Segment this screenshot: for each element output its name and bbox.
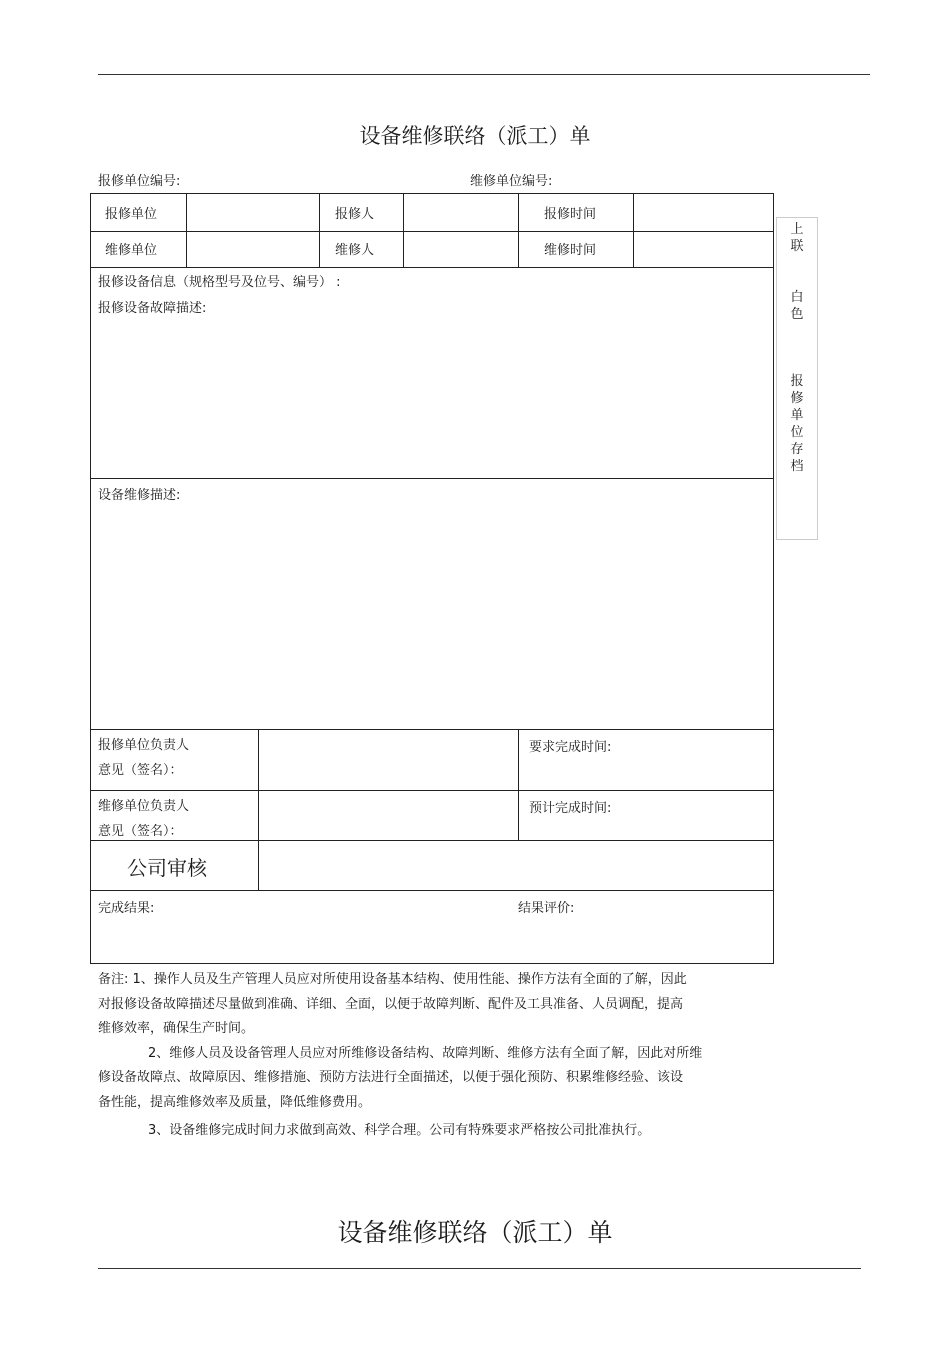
grid-line [518, 729, 519, 840]
remark-2-line2: 修设备故障点、故障原因、维修措施、预防方法进行全面描述，以便于强化预防、积累维修经验、该设 [98, 1070, 684, 1085]
remark-2-line1: 2、维修人员及设备管理人员应对所维修设备结构、故障判断、维修方法有全面了解，因此对所维 [148, 1045, 703, 1061]
grid-line [91, 890, 773, 891]
report-time-field[interactable] [634, 194, 773, 231]
repairer-field[interactable] [404, 232, 518, 267]
repair-description-area[interactable] [91, 502, 773, 729]
remark-3-line1: 3、设备维修完成时间力求做到高效、科学合理。公司有特殊要求严格按公司批准执行。 [148, 1123, 651, 1138]
repair-form-table [90, 193, 774, 964]
equipment-info-label: 报修设备信息（规格型号及位号、编号） : [98, 275, 341, 290]
copy-color-label: 白 色 [790, 290, 804, 322]
remark-1-line2: 对报修设备故障描述尽量做到准确、详细、全面，以便于故障判断、配件及工具准备、人员调配，提高 [98, 996, 684, 1012]
repair-unit-number-label: 维修单位编号: [470, 174, 553, 189]
report-head-signature-field[interactable] [259, 730, 518, 790]
repair-head-signature-field[interactable] [259, 791, 518, 840]
company-review-label: 公司审核 [127, 856, 207, 880]
copy-indicator-tab [776, 217, 818, 540]
grid-line [518, 194, 519, 267]
report-head-opinion-label-line2: 意见（签名）： [98, 763, 183, 778]
company-review-field[interactable] [259, 841, 773, 890]
report-unit-label: 报修单位 [105, 207, 158, 222]
repair-time-label: 维修时间 [544, 243, 597, 258]
repair-unit-field[interactable] [187, 232, 319, 267]
repairer-label: 维修人 [335, 243, 375, 258]
repair-description-label: 设备维修描述: [98, 488, 181, 503]
reporter-label: 报修人 [335, 207, 375, 222]
remark-2-line3: 备性能，提高维修效率及质量，降低维修费用。 [98, 1094, 372, 1110]
repair-head-opinion-label-line1: 维修单位负责人 [98, 799, 190, 814]
bottom-rule [98, 1268, 861, 1269]
repair-unit-label: 维修单位 [105, 243, 158, 258]
grid-line [319, 194, 320, 267]
copy-part-label: 上 联 [790, 222, 804, 254]
report-head-opinion-label-line1: 报修单位负责人 [98, 738, 190, 753]
fault-description-label: 报修设备故障描述: [98, 301, 207, 316]
next-page-title: 设备维修联络（派工）单 [337, 1218, 613, 1247]
completion-result-label: 完成结果: [98, 901, 155, 916]
repair-time-field[interactable] [634, 232, 773, 267]
grid-line [91, 478, 773, 479]
repair-head-opinion-label-line2: 意见（签名）： [98, 824, 183, 839]
report-unit-field[interactable] [187, 194, 319, 231]
result-evaluation-label: 结果评价: [518, 901, 575, 916]
remarks-section [98, 968, 788, 1144]
remark-1-line3: 维修效率，确保生产时间。 [98, 1021, 255, 1036]
top-rule [98, 74, 870, 75]
report-unit-number-label: 报修单位编号: [98, 174, 181, 189]
form-title: 设备维修联络（派工）单 [359, 124, 591, 148]
copy-destination-label: 报 修 单 位 存 档 [790, 374, 804, 474]
remark-1-line1: 备注: 1、操作人员及生产管理人员应对所使用设备基本结构、使用性能、操作方法有全面的了解，因此 [98, 972, 687, 987]
planned-completion-time-label: 预计完成时间: [529, 801, 612, 816]
grid-line [91, 267, 773, 268]
reporter-field[interactable] [404, 194, 518, 231]
required-completion-time-label: 要求完成时间: [529, 740, 612, 755]
fault-description-area[interactable] [91, 316, 773, 478]
report-time-label: 报修时间 [544, 207, 597, 222]
